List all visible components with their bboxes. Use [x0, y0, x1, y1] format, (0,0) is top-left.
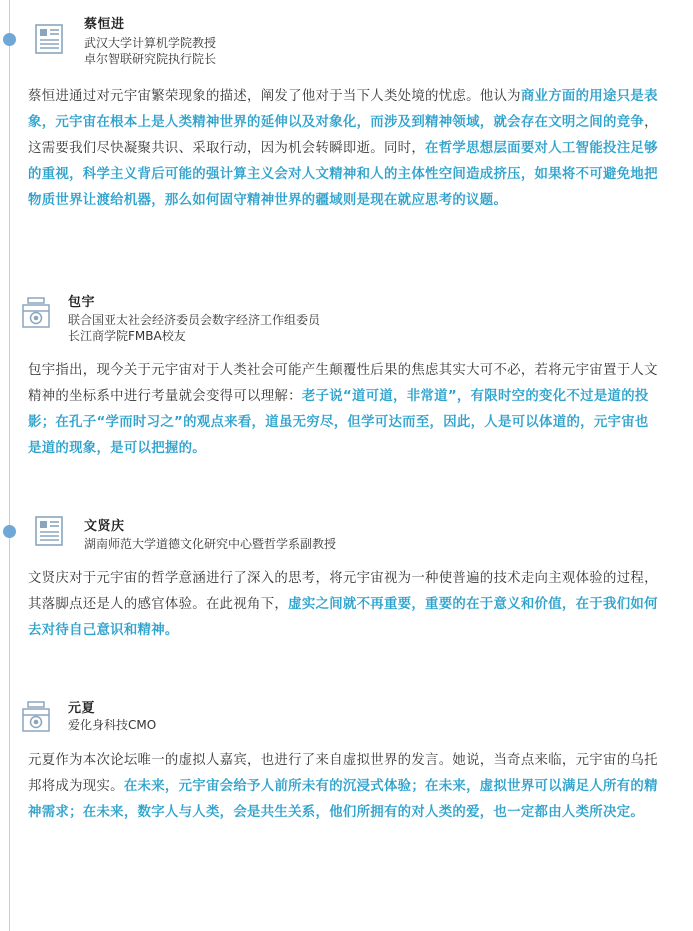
paragraph-text: 蔡恒进通过对元宇宙繁荣现象的描述，阐发了他对于当下人类处境的忧虑。他认为 — [28, 89, 521, 104]
camera-icon — [20, 700, 52, 734]
speaker-name: 蔡恒进 — [84, 17, 125, 32]
timeline-line — [9, 0, 10, 931]
speaker-title: 长江商学院FMBA校友 — [68, 329, 186, 343]
speaker-name: 元夏 — [68, 701, 96, 716]
highlight-text: 老子说“道可道，非常道”，有限时空的变化不过是道的投影；在孔子“学而时习之”的观点来看，道虽无穷尽，但学可达而至，因此，人是可以体道的，元宇宙也是道的现象，是可以把握的。 — [28, 389, 649, 456]
paragraph-text: ，这需要我们尽快凝聚共识、采取行动，因为机会转瞬即逝。同时， — [28, 115, 658, 156]
speaker-title: 联合国亚太社会经济委员会数字经济工作组委员 — [68, 313, 321, 327]
paragraph-text: 元夏作为本次论坛唯一的虚拟人嘉宾，也进行了来自虚拟世界的发言。她说，当奇点来临，元宇宙的乌托邦将成为现实。 — [28, 753, 658, 794]
highlight-text: 商业方面的用途只是表象，元宇宙在根本上是人类精神世界的延伸以及对象化，而涉及到精神领域，就会存在文明之间的竞争 — [28, 89, 658, 130]
speaker-title: 湖南师范大学道德文化研究中心暨哲学系副教授 — [84, 537, 337, 551]
speaker-paragraph — [28, 748, 662, 826]
speaker-title: 卓尔智联研究院执行院长 — [84, 52, 217, 66]
paragraph-text: 文贤庆对于元宇宙的哲学意涵进行了深入的思考，将元宇宙视为一种使普遍的技术走向主观体验的过程，其落脚点还是人的感官体验。在此视角下， — [28, 571, 658, 612]
speaker-name: 包宇 — [68, 295, 96, 310]
camera-icon — [20, 296, 52, 330]
speaker-paragraph — [28, 84, 662, 214]
highlight-text: 虚实之间就不再重要，重要的在于意义和价值，在于我们如何去对待自己意识和精神。 — [28, 597, 658, 638]
paragraph-text: 包宇指出，现今关于元宇宙对于人类社会可能产生颠覆性后果的焦虑其实大可不必，若将元宇宙置于人文精神的坐标系中进行考量就会变得可以理解： — [28, 363, 658, 404]
highlight-text: 在哲学思想层面要对人工智能投注足够的重视，科学主义背后可能的强计算主义会对人文精神和人的主体性空间造成挤压，如果将不可避免地把物质世界让渡给机器，那么如何固守精神世界的疆域则是现在就应思考的议题。 — [28, 141, 658, 208]
highlight-text: 在未来，元宇宙会给予人前所未有的沉浸式体验；在未来，虚拟世界可以满足人所有的精神需求；在未来，数字人与人类，会是共生关系，他们所拥有的对人类的爱，也一定都由人类所决定。 — [28, 779, 658, 820]
speaker-paragraph — [28, 566, 662, 644]
speaker-paragraph — [28, 358, 662, 462]
speaker-title: 武汉大学计算机学院教授 — [84, 36, 217, 50]
timeline-dot — [3, 33, 16, 46]
document-icon — [33, 22, 67, 56]
document-icon — [33, 514, 67, 548]
speaker-name: 文贤庆 — [84, 519, 125, 534]
speaker-title: 爱化身科技CMO — [68, 718, 157, 732]
timeline-dot — [3, 525, 16, 538]
